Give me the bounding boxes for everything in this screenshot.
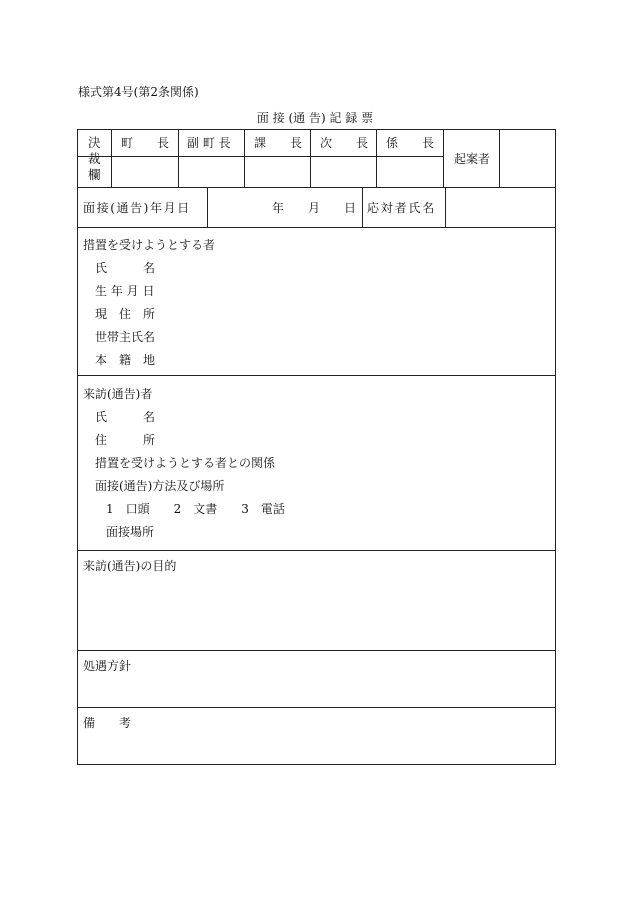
subject-address-label: 現 住 所 [95, 307, 156, 321]
visitor-method-label: 面接(通告)方法及び場所 [95, 479, 225, 493]
interview-bottom-rule [77, 227, 556, 228]
visitor-name-label: 氏 名 [95, 410, 156, 424]
interview-date-label: 面接(通告)年月日 [83, 201, 191, 215]
approval-label-divider [111, 129, 112, 187]
visitor-bottom-rule [77, 550, 556, 551]
interview-date-format: 年 月 日 [272, 201, 357, 215]
approval-label-char-1: 決 [88, 135, 101, 150]
role-unit-chief: 係 長 [386, 136, 435, 150]
subject-householder-label: 世帯主氏名 [95, 330, 156, 344]
remarks-heading: 備 考 [83, 716, 132, 730]
policy-bottom-rule [77, 707, 556, 708]
subject-domicile-label: 本 籍 地 [95, 353, 156, 367]
drafter-label: 起案者 [454, 152, 491, 166]
approval-col-divider-1 [178, 129, 179, 187]
role-section-chief: 課 長 [254, 136, 303, 150]
approval-col-divider-3 [310, 129, 311, 187]
role-deputy-chief: 次 長 [320, 136, 369, 150]
approval-bottom-rule [77, 187, 556, 188]
record-form-table [77, 129, 556, 765]
approval-label-char-2: 裁 [88, 151, 101, 166]
subject-birthdate-label: 生 年 月 日 [95, 284, 155, 298]
subject-name-label: 氏 名 [95, 261, 156, 275]
subject-bottom-rule [77, 375, 556, 376]
form-title: 面 接 (通 告) 記 録 票 [256, 111, 374, 125]
approval-col-divider-5 [443, 129, 444, 187]
policy-heading: 処遇方針 [83, 659, 132, 673]
drafter-divider [499, 129, 500, 187]
responder-name-label: 応対者氏名 [367, 201, 437, 215]
date-value-divider [362, 187, 363, 227]
date-label-divider [207, 187, 208, 227]
role-mayor: 町 長 [121, 136, 170, 150]
visitor-heading: 来訪(通告)者 [83, 387, 153, 401]
approval-header-rule [77, 156, 443, 157]
purpose-heading: 来訪(通告)の目的 [83, 559, 177, 573]
approval-col-divider-2 [244, 129, 245, 187]
responder-label-divider [445, 187, 446, 227]
visitor-relation-label: 措置を受けようとする者との関係 [95, 456, 276, 470]
visitor-place-label: 面接場所 [106, 525, 155, 539]
subject-heading: 措置を受けようとする者 [83, 238, 216, 252]
form-number: 様式第4号(第2条関係) [78, 85, 199, 99]
visitor-address-label: 住 所 [95, 433, 156, 447]
approval-label-char-3: 欄 [88, 167, 101, 182]
purpose-bottom-rule [77, 650, 556, 651]
visitor-method-options: 1 口頭 2 文書 3 電話 [106, 502, 285, 516]
role-deputy-mayor: 副 町 長 [187, 136, 231, 150]
approval-col-divider-4 [376, 129, 377, 187]
